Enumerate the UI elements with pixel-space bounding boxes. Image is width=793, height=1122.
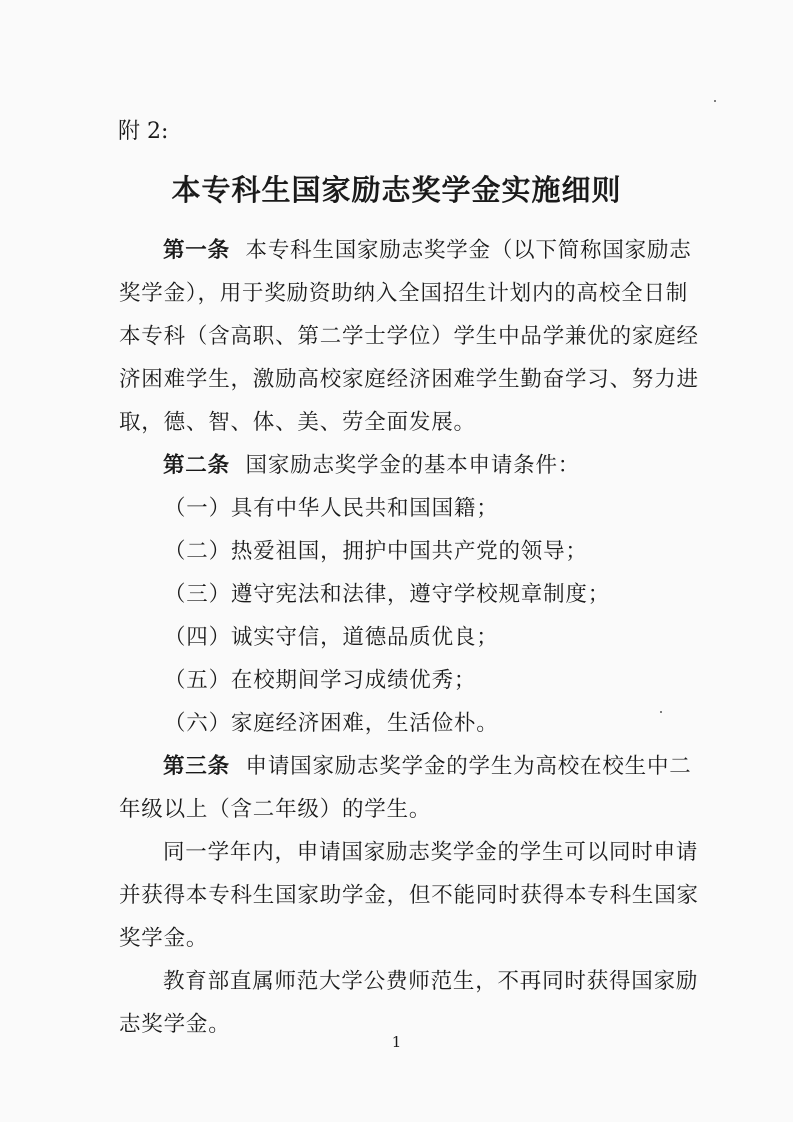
- article1-line4: 济困难学生，激励高校家庭经济困难学生勤奋学习、努力进: [119, 367, 699, 392]
- article1-line1-text: 本专科生国家励志奖学金（以下简称国家励志: [245, 238, 692, 263]
- article3-heading: 第三条: [163, 754, 230, 779]
- page-number: 1: [391, 1033, 402, 1051]
- attachment-label: 附 2:: [118, 119, 169, 144]
- article3-line1-text: 申请国家励志奖学金的学生为高校在校生中二: [245, 754, 692, 779]
- normal-univ-line2: 志奖学金。: [119, 1012, 231, 1037]
- article2-item: （六）家庭经济困难，生活俭朴。: [164, 711, 499, 736]
- article2-item: （一）具有中华人民共和国国籍；: [164, 496, 499, 521]
- article2-item: （三）遵守宪法和法律，遵守学校规章制度；: [164, 582, 611, 607]
- normal-univ-line1: 教育部直属师范大学公费师范生，不再同时获得国家励: [163, 969, 699, 994]
- article1-line2: 奖学金），用于奖励资助纳入全国招生计划内的高校全日制: [119, 281, 689, 306]
- article2-item: （五）在校期间学习成绩优秀；: [164, 668, 477, 693]
- article2-item: （四）诚实守信，道德品质优良；: [164, 625, 499, 650]
- article2-line1: [163, 451, 580, 481]
- article3-line1: [163, 752, 692, 782]
- document-title: 本专科生国家励志奖学金实施细则: [171, 173, 622, 207]
- article1-heading: 第一条: [163, 238, 230, 263]
- article2-heading: 第二条: [163, 453, 230, 478]
- article1-line1: [163, 236, 692, 266]
- article1-line3: 本专科（含高职、第二学士学位）学生中品学兼优的家庭经: [119, 324, 699, 349]
- same-year-line1: 同一学年内，申请国家励志奖学金的学生可以同时申请: [163, 840, 699, 865]
- scan-speck: [714, 100, 716, 102]
- article3-line2: 年级以上（含二年级）的学生。: [119, 797, 432, 822]
- same-year-line3: 奖学金。: [119, 926, 209, 951]
- scan-speck: [660, 711, 662, 713]
- article2-intro: 国家励志奖学金的基本申请条件：: [245, 453, 581, 478]
- same-year-line2: 并获得本专科生国家助学金，但不能同时获得本专科生国家: [119, 883, 699, 908]
- article2-item: （二）热爱祖国，拥护中国共产党的领导；: [164, 539, 588, 564]
- article1-line5: 取，德、智、体、美、劳全面发展。: [119, 410, 476, 435]
